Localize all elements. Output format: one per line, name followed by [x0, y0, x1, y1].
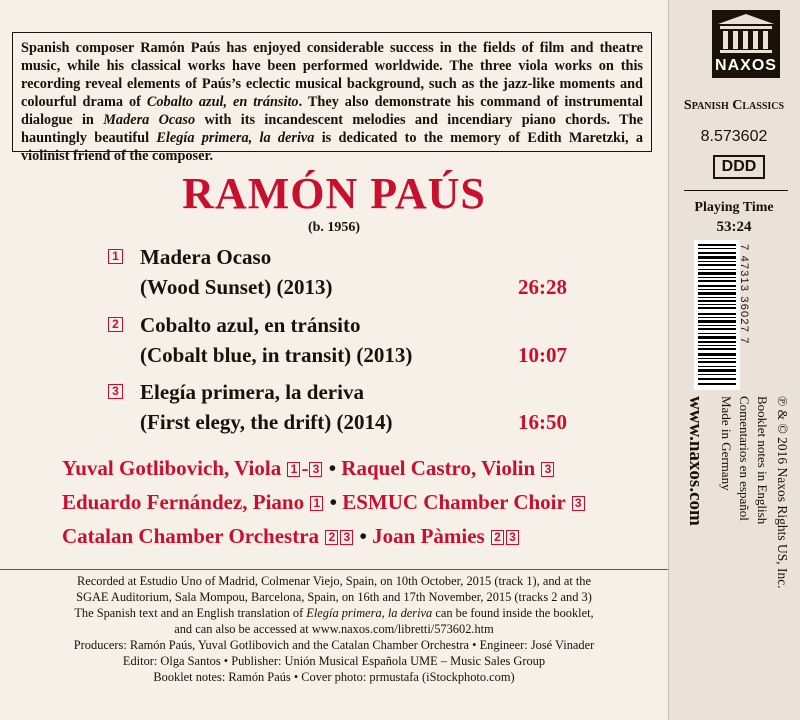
barcode-digits: 7 47313 36027 7 [738, 244, 750, 345]
playing-time-label: Playing Time [694, 200, 774, 215]
track-title: Elegía primera, la deriva [140, 380, 364, 404]
performer-name: Yuval Gotlibovich, Viola [62, 456, 282, 480]
track-ref-box: 3 [309, 462, 322, 477]
separator-bullet: • [329, 490, 337, 514]
track-ref-box: 3 [572, 496, 585, 511]
track-ref-box: 2 [325, 530, 338, 545]
track-ref-box: 3 [541, 462, 554, 477]
track-ref-box: 3 [506, 530, 519, 545]
composer-years: (b. 1956) [307, 220, 361, 235]
performer-name: Joan Pàmies [372, 524, 485, 548]
track-subtitle: (Cobalt blue, in transit) (2013) [140, 343, 413, 367]
separator-bullet: • [328, 456, 337, 480]
performers-line-1 [62, 456, 555, 481]
track-ref-box: 3 [340, 530, 353, 545]
intro-text: Spanish composer Ramón Paús has enjoyed considerable success in the fields of film and theatre music, while his classical works have been performed worldwide. The three viola works on this recording reveal elements of Paús’s eclectic musical background, such as the jazz-like moments and colourful drama of Cobalto azul, en tránsito. They also demonstrate his command of instrumental dialogue in Madera Ocaso with its incandescent melodies and incendiary piano chords. The hauntingly beautiful Elegía primera, la deriva is dedicated to the memory of Edith Maretzki, a violinist friend of the composer. [12, 32, 652, 152]
credit-line: Booklet notes: Ramón Paús • Cover photo: prmustafa (iStockphoto.com) [153, 670, 515, 684]
credit-line: The Spanish text and an English translation of Elegía primera, la deriva can be found inside the booklet, [74, 606, 594, 620]
website-link[interactable]: www.naxos.com [685, 396, 706, 526]
track-duration: 26:28 [518, 275, 567, 299]
performer-name: Raquel Castro, Violin [341, 456, 536, 480]
comments-language: Comentarios en español [737, 396, 752, 521]
series-name: Spanish Classics [683, 98, 785, 113]
barcode [694, 240, 740, 390]
playing-time-value: 53:24 [716, 219, 752, 235]
copyright-text: ℗ & © 2016 Naxos Rights US, Inc. [775, 396, 790, 589]
credit-line: Recorded at Estudio Uno of Madrid, Colmenar Viejo, Spain, on 10th October, 2015 (track 1), and at the [77, 574, 591, 588]
credit-line: SGAE Auditorium, Sala Mompou, Barcelona, Spain, on 16th and 17th November, 2015 (tracks 2 and 3) [76, 590, 592, 604]
temple-pillars-icon [712, 10, 780, 54]
credit-line: Producers: Ramón Paús, Yuval Gotlibovich and the Catalan Chamber Orchestra • Engineer: José Vinader [73, 638, 595, 652]
track-subtitle: (Wood Sunset) (2013) [140, 275, 333, 299]
performers-line-3 [62, 524, 520, 549]
catalogue-number: 8.573602 [700, 128, 768, 145]
performer-name: Eduardo Fernández, Piano [62, 490, 305, 514]
track-ref-box: 1 [310, 496, 323, 511]
libretto-link[interactable]: and can also be accessed at www.naxos.com/libretti/573602.htm [174, 622, 494, 636]
ddd-badge: DDD [713, 155, 765, 179]
recording-credits [0, 569, 668, 685]
track-title: Cobalto azul, en tránsito [140, 313, 361, 337]
made-in: Made in Germany [719, 396, 734, 491]
track-number: 1 [108, 249, 123, 264]
track-range-dash: - [301, 456, 309, 480]
separator-bullet: • [359, 524, 367, 548]
track-duration: 10:07 [518, 343, 567, 367]
performers-line-2 [62, 490, 586, 515]
composer-name: RAMÓN PAÚS [182, 169, 486, 218]
logo-wordmark: NAXOS [712, 54, 780, 78]
track-number: 3 [108, 384, 123, 399]
naxos-logo [712, 10, 780, 82]
track-ref-box: 1 [287, 462, 300, 477]
track-number: 2 [108, 317, 123, 332]
performer-name: Catalan Chamber Orchestra [62, 524, 320, 548]
side-divider [684, 190, 788, 191]
track-title: Madera Ocaso [140, 245, 272, 269]
performer-name: ESMUC Chamber Choir [342, 490, 566, 514]
credit-line: Editor: Olga Santos • Publisher: Unión Musical Española UME – Music Sales Group [122, 654, 546, 668]
track-duration: 16:50 [518, 410, 567, 434]
track-subtitle: (First elegy, the drift) (2014) [140, 410, 393, 434]
booklet-language: Booklet notes in English [755, 396, 770, 525]
track-ref-box: 2 [491, 530, 504, 545]
